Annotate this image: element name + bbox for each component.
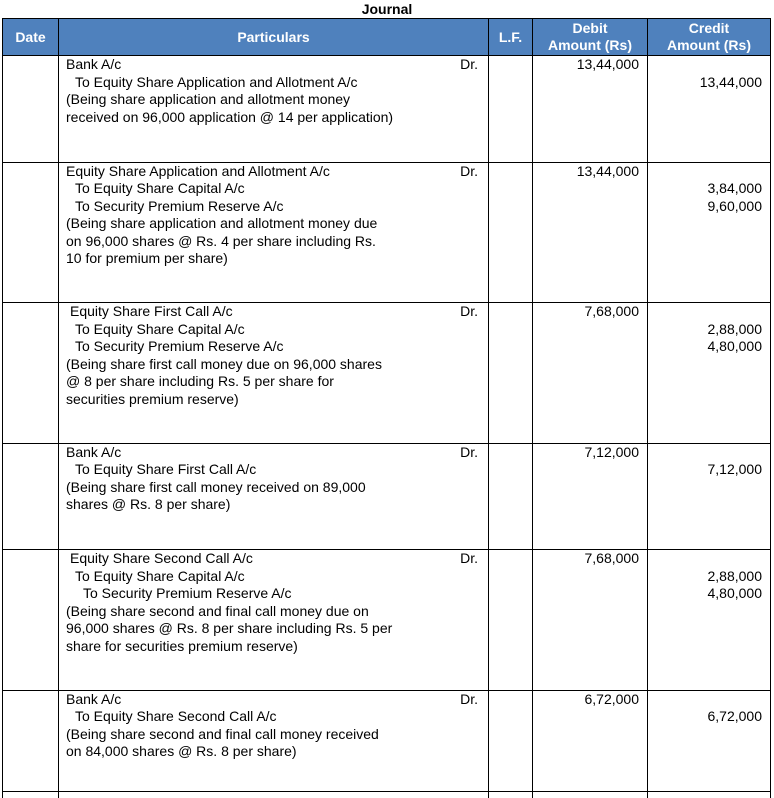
credit-amount: 7,12,000 xyxy=(648,461,762,479)
credit-cell xyxy=(648,690,771,792)
credit-cell xyxy=(648,792,771,798)
credit-account: To Equity Share Second Call A/c xyxy=(66,708,488,726)
credit-amount: 6,72,000 xyxy=(648,708,762,726)
debit-amount: 6,72,000 xyxy=(533,691,639,709)
particulars-cell xyxy=(59,792,489,798)
header-date: Date xyxy=(3,19,59,56)
narration-line: (Being share second and final call money due on xyxy=(66,603,423,621)
header-debit-line2: Amount (Rs) xyxy=(533,37,647,54)
credit-cell xyxy=(648,303,771,444)
credit-account: To Equity Share Capital A/c xyxy=(66,180,488,198)
dr-label: Dr. xyxy=(460,303,478,321)
date-cell xyxy=(3,303,59,444)
credit-amount: 2,88,000 xyxy=(648,568,762,586)
debit-account: Bank A/c xyxy=(66,56,488,74)
credit-account: To Equity Share First Call A/c xyxy=(66,461,488,479)
narration-line: shares @ Rs. 8 per share) xyxy=(66,496,488,514)
narration-line: (Being share first call money due on 96,000 shares xyxy=(66,356,488,374)
header-debit xyxy=(533,19,648,56)
debit-cell xyxy=(533,690,648,792)
debit-account: Bank A/c xyxy=(66,691,488,709)
narration-line: (Being share application and allotment money xyxy=(66,91,488,109)
narration-line: on 96,000 shares @ Rs. 4 per share including Rs. xyxy=(66,233,488,251)
credit-account: To Security Premium Reserve A/c xyxy=(66,585,488,603)
debit-amount: 13,44,000 xyxy=(533,163,639,181)
credit-cell xyxy=(648,443,771,550)
header-row xyxy=(3,19,771,56)
journal-table xyxy=(2,18,771,798)
dr-label: Dr. xyxy=(460,56,478,74)
date-cell xyxy=(3,56,59,163)
credit-amount: 9,60,000 xyxy=(648,198,762,216)
lf-cell xyxy=(489,443,533,550)
particulars-cell xyxy=(59,690,489,792)
narration-line: on 84,000 shares @ Rs. 8 per share) xyxy=(66,743,488,761)
narration-line: 10 for premium per share) xyxy=(66,250,488,268)
journal-entry xyxy=(3,162,771,303)
particulars-cell xyxy=(59,443,489,550)
debit-cell xyxy=(533,162,648,303)
narration-line: (Being share second and final call money received xyxy=(66,726,488,744)
credit-account: To Equity Share Capital A/c xyxy=(66,321,488,339)
lf-cell xyxy=(489,303,533,444)
narration-line: securities premium reserve) xyxy=(66,391,488,409)
header-particulars: Particulars xyxy=(59,19,489,56)
narration-line: (Being share application and allotment money due xyxy=(66,215,488,233)
credit-account: To Security Premium Reserve A/c xyxy=(66,198,488,216)
table-continuation-row xyxy=(3,792,771,798)
narration-line: received on 96,000 application @ 14 per application) xyxy=(66,109,488,127)
dr-label: Dr. xyxy=(460,550,478,568)
debit-amount: 7,68,000 xyxy=(533,303,639,321)
debit-amount: 13,44,000 xyxy=(533,56,639,74)
dr-label: Dr. xyxy=(460,163,478,181)
date-cell xyxy=(3,690,59,792)
debit-cell xyxy=(533,443,648,550)
debit-account: Equity Share Second Call A/c xyxy=(66,550,488,568)
credit-amount: 3,84,000 xyxy=(648,180,762,198)
journal-entry xyxy=(3,303,771,444)
credit-cell xyxy=(648,56,771,163)
date-cell xyxy=(3,162,59,303)
header-credit xyxy=(648,19,771,56)
narration-line: share for securities premium reserve) xyxy=(66,638,488,656)
narration-line: @ 8 per share including Rs. 5 per share for xyxy=(66,373,488,391)
date-cell xyxy=(3,550,59,691)
lf-cell xyxy=(489,550,533,691)
debit-account: Equity Share First Call A/c xyxy=(66,303,488,321)
credit-account: To Security Premium Reserve A/c xyxy=(66,338,488,356)
debit-cell xyxy=(533,303,648,444)
particulars-cell xyxy=(59,162,489,303)
credit-cell xyxy=(648,550,771,691)
lf-cell xyxy=(489,162,533,303)
credit-account: To Equity Share Capital A/c xyxy=(66,568,488,586)
debit-account: Bank A/c xyxy=(66,444,488,462)
credit-amount: 4,80,000 xyxy=(648,585,762,603)
header-credit-line2: Amount (Rs) xyxy=(648,37,770,54)
dr-label: Dr. xyxy=(460,691,478,709)
date-cell xyxy=(3,443,59,550)
header-lf: L.F. xyxy=(489,19,533,56)
particulars-cell xyxy=(59,56,489,163)
debit-cell xyxy=(533,56,648,163)
credit-cell xyxy=(648,162,771,303)
particulars-cell xyxy=(59,550,489,691)
credit-amount: 13,44,000 xyxy=(648,74,762,92)
narration-line: 96,000 shares @ Rs. 8 per share including Rs. 5 per xyxy=(66,620,423,638)
header-credit-line1: Credit xyxy=(648,20,770,37)
header-debit-line1: Debit xyxy=(533,20,647,37)
debit-account: Equity Share Application and Allotment A/c xyxy=(66,163,488,181)
journal-entry xyxy=(3,443,771,550)
debit-amount: 7,12,000 xyxy=(533,444,639,462)
journal-title: Journal xyxy=(0,1,774,18)
debit-amount: 7,68,000 xyxy=(533,550,639,568)
credit-account: To Equity Share Application and Allotment A/c xyxy=(66,74,488,92)
dr-label: Dr. xyxy=(460,444,478,462)
journal-entry xyxy=(3,550,771,691)
date-cell xyxy=(3,792,59,798)
journal-entry xyxy=(3,56,771,163)
narration-line: (Being share first call money received on 89,000 xyxy=(66,479,488,497)
credit-amount: 2,88,000 xyxy=(648,321,762,339)
debit-cell xyxy=(533,550,648,691)
journal-entry xyxy=(3,690,771,792)
debit-cell xyxy=(533,792,648,798)
lf-cell xyxy=(489,690,533,792)
credit-amount: 4,80,000 xyxy=(648,338,762,356)
lf-cell xyxy=(489,56,533,163)
lf-cell xyxy=(489,792,533,798)
particulars-cell xyxy=(59,303,489,444)
